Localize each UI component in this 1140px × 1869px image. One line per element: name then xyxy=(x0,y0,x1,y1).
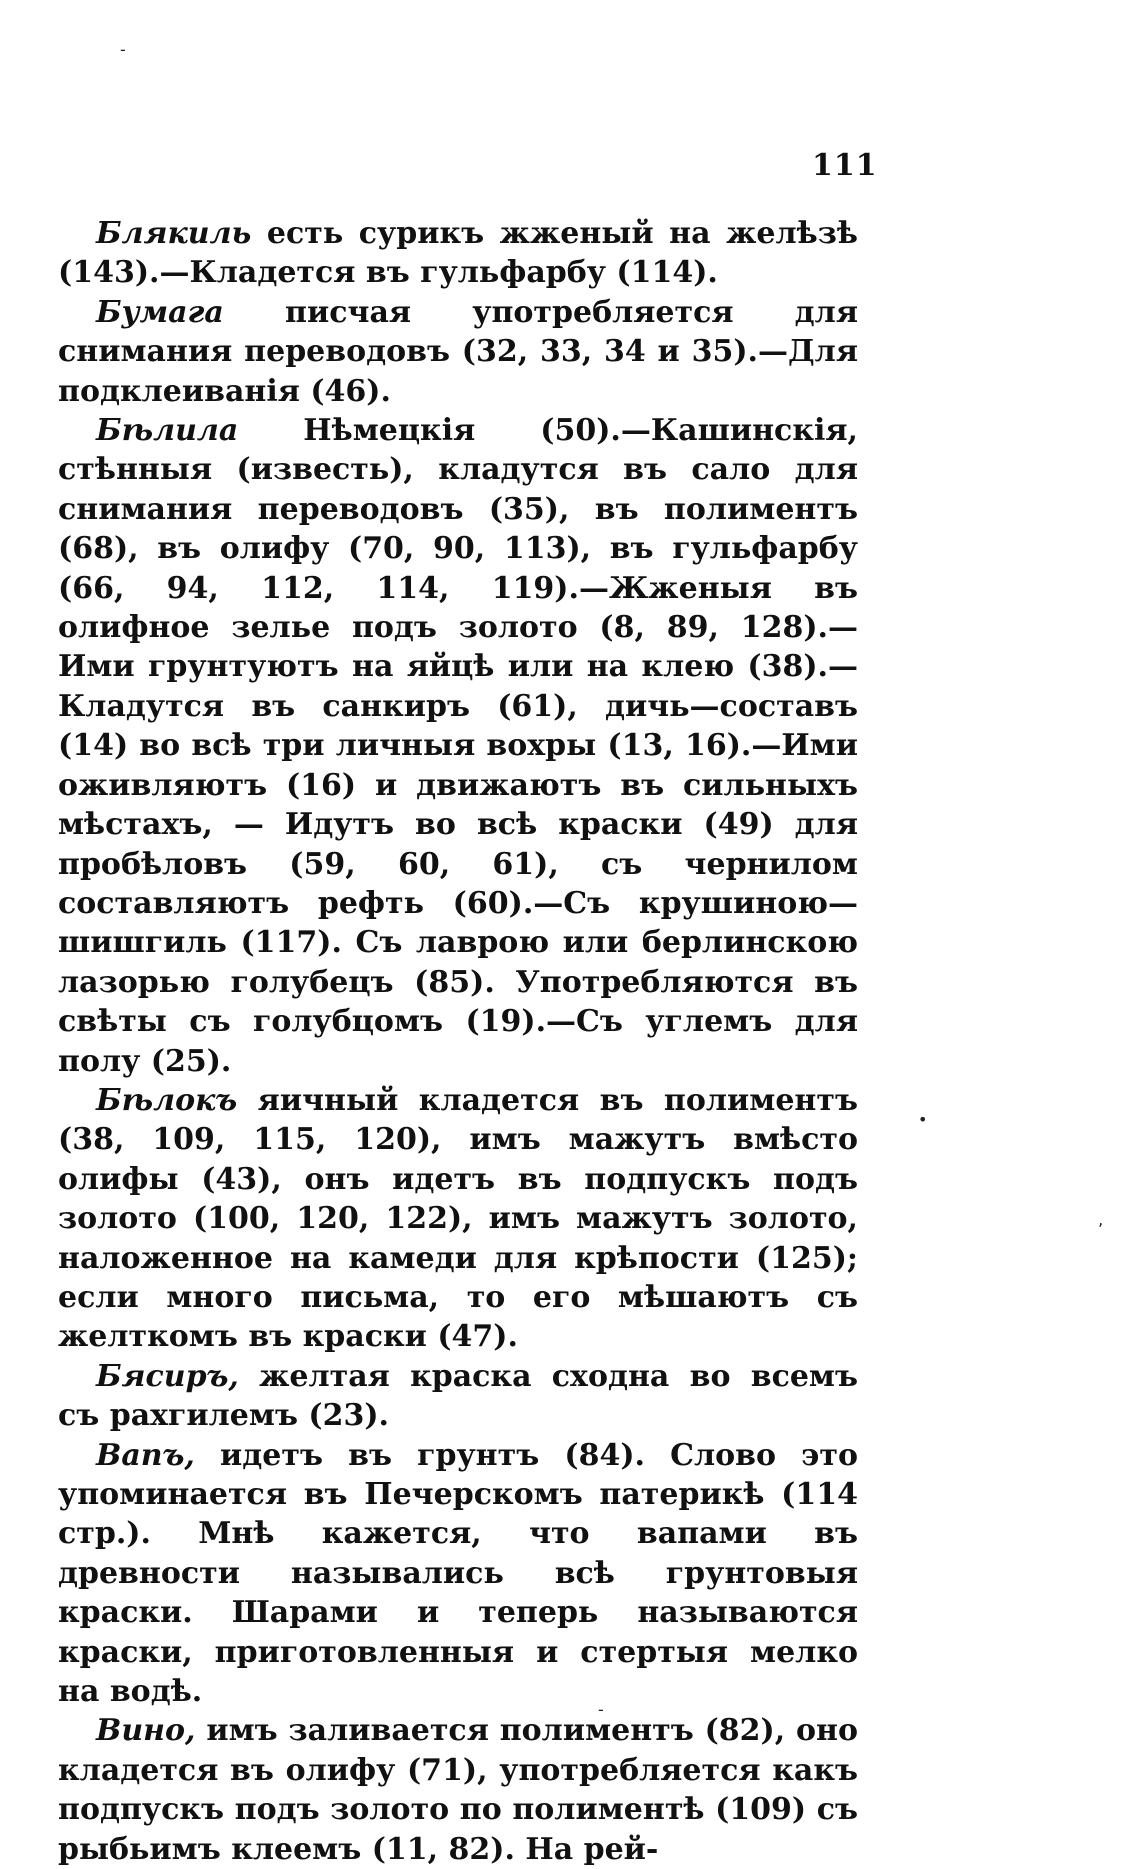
page-number: 111 xyxy=(812,148,878,183)
entry-term: Бѣлила xyxy=(96,413,239,449)
scan-speck: - xyxy=(120,40,126,59)
entry-text: яичный кладется въ полиментъ (38, 109, 115, 120), имъ мажутъ вмѣсто олифы (43), онъ идетъ въ подпускъ подъ золото (100, 120, 122), имъ мажутъ золото, наложенное на камеди для крѣпости (125); если много письма, то его мѣшаютъ съ желткомъ въ краски (47). xyxy=(58,1082,858,1355)
entry-term: Бѣлокъ xyxy=(96,1082,238,1118)
entry-term: Бумага xyxy=(96,294,224,330)
entry-belila xyxy=(58,411,858,1081)
dictionary-text xyxy=(58,214,858,1869)
entry-byasir xyxy=(58,1357,858,1436)
scan-speck: - xyxy=(598,1700,604,1719)
entry-text: имъ заливается полиментъ (82), оно кладется въ олифу (71), употребляется какъ подпускъ подъ золото по полиментѣ (109) съ рыбьимъ клеемъ (11, 82). На рей- xyxy=(58,1713,858,1867)
entry-term: Бясиръ, xyxy=(96,1358,239,1394)
entry-term: Блякиль xyxy=(96,216,252,251)
entry-text: Нѣмецкiя (50).—Кашинскiя, стѣнныя (известь), кладутся въ сало для снимания переводовъ (35), въ полиментъ (68), въ олифу (70, 90, 113), въ гульфарбу (66, 94, 112, 114, 119).—Жженыя въ олифное зелье подъ золото (8, 89, 128).—Ими грунтуютъ на яйцѣ или на клею (38).—Кладутся въ санкиръ (61), дичь—составъ (14) во всѣ три личныя вохры (13, 16).—Ими оживляютъ (16) и движаютъ въ сильныхъ мѣстахъ, — Идутъ во всѣ краски (49) для пробѣловъ (59, 60, 61), съ чернилом составляютъ рефть (60).—Съ крушиною—шишгиль (117). Съ лаврою или берлинскою лазорью голубецъ (85). Употребляются въ свѣты съ голубцомъ (19).—Съ углемъ для полу (25). xyxy=(58,413,858,1079)
entry-vino xyxy=(58,1711,858,1869)
entry-vap xyxy=(58,1436,858,1712)
entry-text: идетъ въ грунтъ (84). Слово это упоминается въ Печерскомъ патерикѣ (114 стр.). Мнѣ кажется, что вапами въ древности назывались всѣ грунтовыя краски. Шарами и теперь называются краски, приготовленныя и стертыя мелко на водѣ. xyxy=(58,1437,858,1710)
entry-text: писчая употребляется для снимания переводовъ (32, 33, 34 и 35).—Для подклеиванiя (46). xyxy=(58,294,858,409)
scan-speck: • xyxy=(918,1110,928,1129)
entry-blyakil xyxy=(58,214,858,293)
entry-text: есть сурикъ жженый на желѣзѣ (143).—Кладется въ гульфарбу (114). xyxy=(58,216,858,291)
entry-belok xyxy=(58,1081,858,1357)
entry-term: Вино, xyxy=(96,1713,196,1749)
entry-text: желтая краска сходна во всемъ съ рахгилемъ (23). xyxy=(58,1358,858,1434)
entry-bumaga xyxy=(58,293,858,411)
scan-speck: ‚ xyxy=(1098,1210,1104,1229)
entry-term: Вапъ, xyxy=(96,1437,195,1473)
